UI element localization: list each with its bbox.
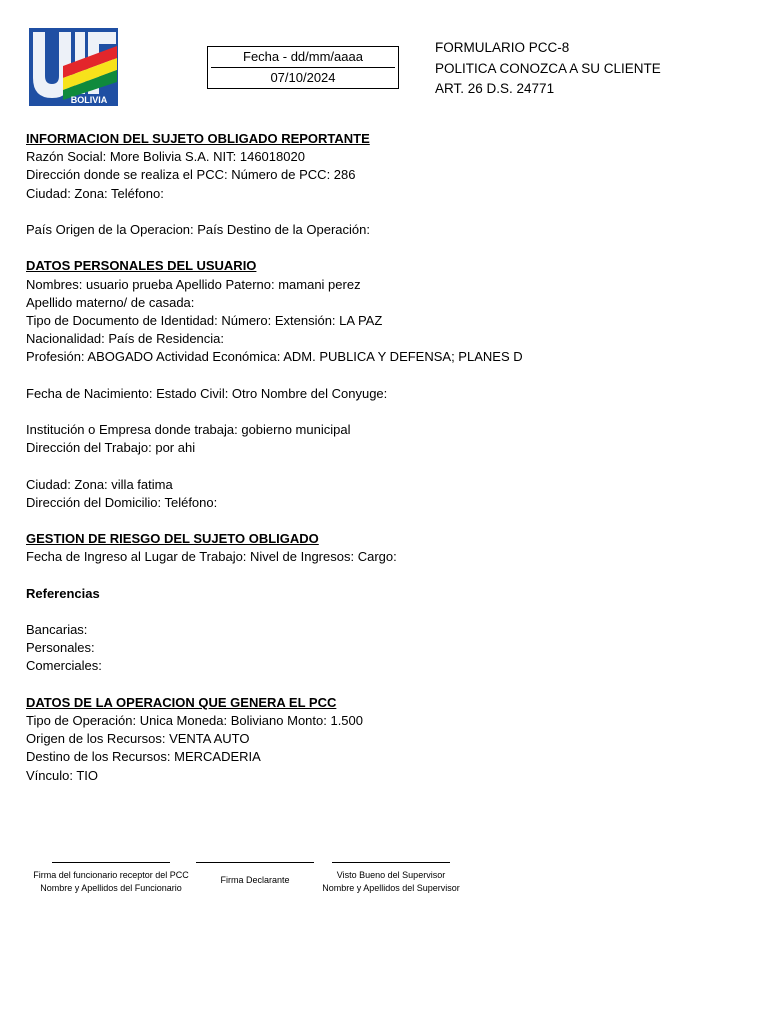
uif-logo-graphic — [27, 26, 120, 108]
field-tipo-operacion: Tipo de Operación: Unica Moneda: Boliviano Monto: 1.500 — [26, 713, 363, 728]
blank-line — [26, 366, 746, 384]
field-ciudad-zona-telefono: Ciudad: Zona: Teléfono: — [26, 185, 164, 201]
field-vinculo: Vínculo: TIO — [26, 767, 99, 783]
field-nacionalidad: Nacionalidad: País de Residencia: — [26, 331, 225, 347]
blank-line — [26, 603, 746, 621]
field-direccion-domicilio: Dirección del Domicilio: Teléfono: — [26, 494, 218, 510]
field-institucion: Institución o Empresa donde trabaja: gobierno municipal — [26, 422, 351, 437]
field-fecha-nacimiento: Fecha de Nacimiento: Estado Civil: Otro Nombre del Conyuge: — [26, 385, 388, 401]
signature-supervisor-label: Visto Bueno del Supervisor — [336, 870, 446, 880]
form-policy: POLITICA CONOZCA A SU CLIENTE — [435, 60, 661, 76]
signature-funcionario-name: Nombre y Apellidos del Funcionario — [40, 883, 182, 893]
section-title-usuario: DATOS PERSONALES DEL USUARIO — [26, 258, 257, 274]
field-documento: Tipo de Documento de Identidad: Número: Extensión: LA PAZ — [26, 312, 383, 328]
signature-supervisor-name: Nombre y Apellidos del Supervisor — [322, 883, 460, 893]
field-destino-recursos: Destino de los Recursos: MERCADERIA — [26, 749, 261, 765]
uif-logo — [27, 26, 120, 108]
field-apellido-materno: Apellido materno/ de casada: — [26, 294, 195, 310]
signature-line — [332, 862, 450, 863]
field-personales: Personales: — [26, 640, 95, 656]
field-comerciales: Comerciales: — [26, 658, 102, 674]
signature-declarante — [192, 862, 318, 887]
section-title-reportante: INFORMACION DEL SUJETO OBLIGADO REPORTANTE — [26, 131, 370, 146]
blank-line — [26, 203, 746, 221]
date-value: 07/10/2024 — [270, 70, 336, 85]
field-direccion-trabajo: Dirección del Trabajo: por ahi — [26, 440, 196, 456]
section-title-referencias: Referencias — [26, 585, 100, 601]
logo-subtitle: BOLIVIA — [70, 95, 108, 105]
blank-line — [26, 239, 746, 257]
signature-funcionario — [22, 862, 200, 895]
blank-line — [26, 567, 746, 585]
signature-line — [52, 862, 170, 863]
field-razon-social: Razón Social: More Bolivia S.A. NIT: 146018020 — [26, 149, 305, 165]
section-title-operacion: DATOS DE LA OPERACION QUE GENERA EL PCC — [26, 694, 337, 710]
form-header — [435, 38, 661, 100]
blank-line — [26, 512, 746, 530]
blank-line — [26, 457, 746, 475]
field-direccion-pcc: Dirección donde se realiza el PCC: Número de PCC: 286 — [26, 167, 356, 183]
signature-supervisor — [310, 862, 472, 895]
form-code: FORMULARIO PCC-8 — [435, 40, 570, 55]
form-article: ART. 26 D.S. 24771 — [435, 81, 555, 96]
blank-line — [26, 403, 746, 421]
date-box — [207, 46, 399, 89]
date-label: Fecha - dd/mm/aaaa — [211, 47, 395, 68]
field-bancarias: Bancarias: — [26, 622, 88, 638]
signature-funcionario-label: Firma del funcionario receptor del PCC — [33, 870, 189, 880]
blank-line — [26, 676, 746, 694]
field-origen-recursos: Origen de los Recursos: VENTA AUTO — [26, 731, 250, 747]
form-content — [26, 130, 746, 785]
signature-declarante-label: Firma Declarante — [220, 875, 290, 885]
field-ciudad-zona: Ciudad: Zona: villa fatima — [26, 476, 173, 492]
field-pais-origen-destino: País Origen de la Operacion: País Destino de la Operación: — [26, 221, 370, 237]
section-title-riesgo: GESTION DE RIESGO DEL SUJETO OBLIGADO — [26, 531, 319, 547]
field-fecha-ingreso: Fecha de Ingreso al Lugar de Trabajo: Nivel de Ingresos: Cargo: — [26, 549, 397, 565]
field-profesion: Profesión: ABOGADO Actividad Económica: ADM. PUBLICA Y DEFENSA; PLANES D — [26, 349, 523, 365]
signature-line — [196, 862, 314, 863]
field-nombres: Nombres: usuario prueba Apellido Paterno: mamani perez — [26, 276, 361, 292]
